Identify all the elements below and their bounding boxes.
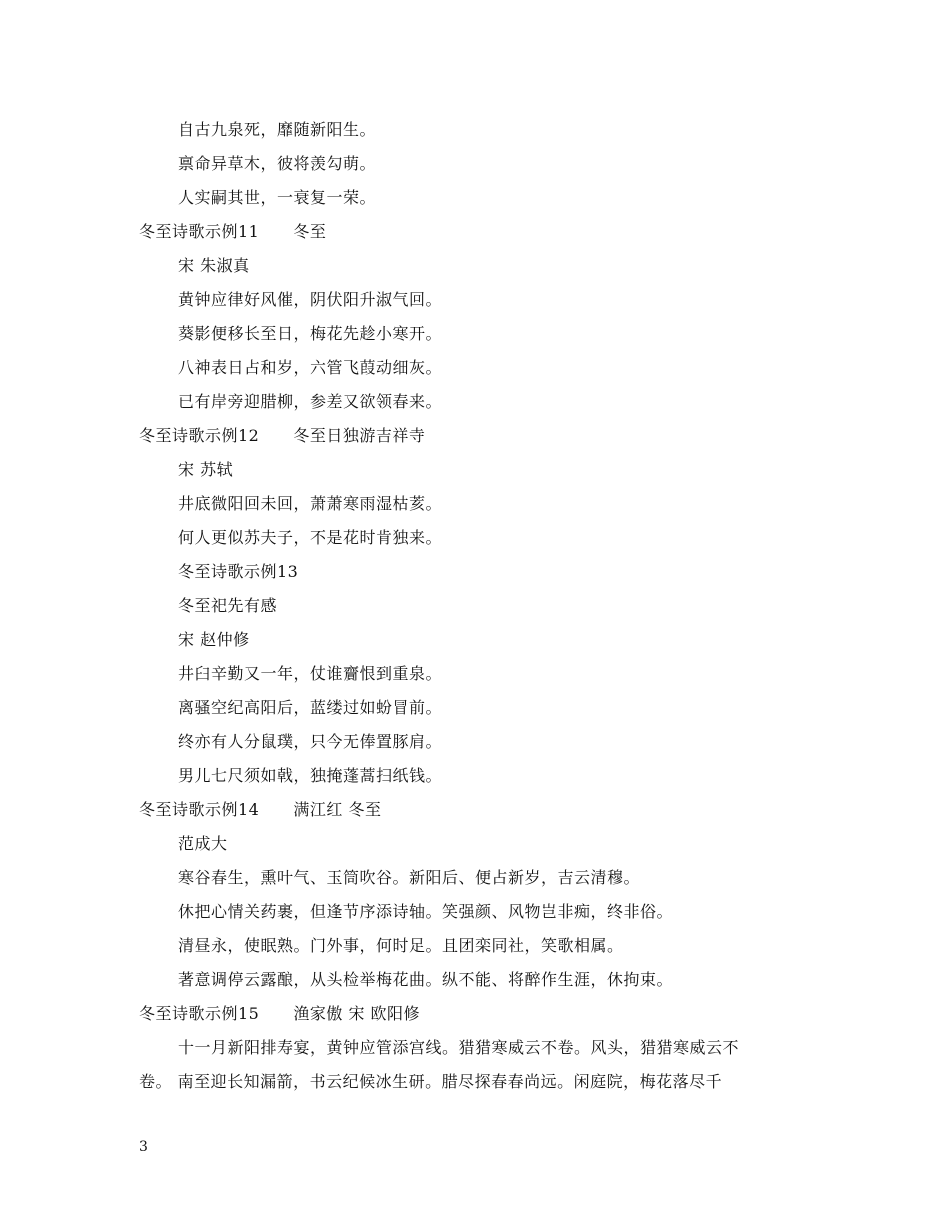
poem-line: 人实嗣其世，一衰复一荣。 — [178, 188, 377, 207]
poem-title: 冬至祀先有感 — [178, 596, 278, 615]
section-label: 冬至诗歌示例11 — [139, 222, 260, 241]
poem-line: 井臼辛勤又一年，仗谁齎恨到重泉。 — [178, 664, 443, 683]
section-label: 冬至诗歌示例13 — [178, 562, 299, 581]
poem-author: 宋 苏轼 — [178, 460, 234, 479]
poem-author: 宋 赵仲修 — [178, 630, 250, 649]
poem-line: 十一月新阳排寿宴，黄钟应管添宫线。猎猎寒威云不卷。风头，猎猎寒威云不 — [178, 1038, 740, 1057]
poem-author: 范成大 — [178, 834, 228, 853]
poem-title: 满江红 冬至 — [293, 800, 382, 819]
poem-line: 寒谷春生，熏叶气、玉筒吹谷。新阳后、便占新岁，吉云清穆。 — [178, 868, 641, 887]
poem-title: 冬至 — [293, 222, 327, 241]
poem-author: 宋 朱淑真 — [178, 256, 250, 275]
section-label: 冬至诗歌示例14 — [139, 800, 260, 819]
poem-title: 渔家傲 宋 欧阳修 — [293, 1004, 421, 1023]
section-heading — [139, 800, 381, 820]
poem-line: 黄钟应律好风催，阴伏阳升淑气回。 — [178, 290, 443, 309]
poem-line: 自古九泉死，靡随新阳生。 — [178, 120, 377, 139]
poem-title: 冬至日独游吉祥寺 — [293, 426, 426, 445]
poem-line: 八神表日占和岁，六管飞葭动细灰。 — [178, 358, 443, 377]
poem-line: 清昼永，使眠熟。门外事，何时足。且团栾同社，笑歌相属。 — [178, 936, 624, 955]
poem-line: 已有岸旁迎腊柳，参差又欲领春来。 — [178, 392, 443, 411]
poem-line: 著意调停云露酿，从头检举梅花曲。纵不能、将醉作生涯，休拘束。 — [178, 970, 674, 989]
poem-line: 男儿七尺须如戟，独掩蓬蒿扫纸钱。 — [178, 766, 443, 785]
page-number: 3 — [139, 1139, 148, 1155]
section-heading — [139, 1004, 420, 1024]
section-heading — [139, 426, 425, 446]
poem-line: 卷。 南至迎长知漏箭，书云纪候冰生研。腊尽探春春尚远。闲庭院，梅花落尽千 — [139, 1072, 723, 1091]
poem-line: 何人更似苏夫子，不是花时肯独来。 — [178, 528, 443, 547]
poem-line: 葵影便移长至日，梅花先趁小寒开。 — [178, 324, 443, 343]
poem-line: 井底微阳回未回，萧萧寒雨湿枯荄。 — [178, 494, 443, 513]
section-label: 冬至诗歌示例15 — [139, 1004, 260, 1023]
section-label: 冬至诗歌示例12 — [139, 426, 260, 445]
poem-line: 禀命异草木，彼将羡勾萌。 — [178, 154, 377, 173]
poem-line: 休把心情关药裹，但逢节序添诗轴。笑强颜、风物岂非痴，终非俗。 — [178, 902, 674, 921]
poem-line: 终亦有人分鼠璞，只今无俸置豚肩。 — [178, 732, 443, 751]
poem-line: 离骚空纪高阳后，蓝缕过如蚡冒前。 — [178, 698, 443, 717]
section-heading — [139, 222, 326, 242]
